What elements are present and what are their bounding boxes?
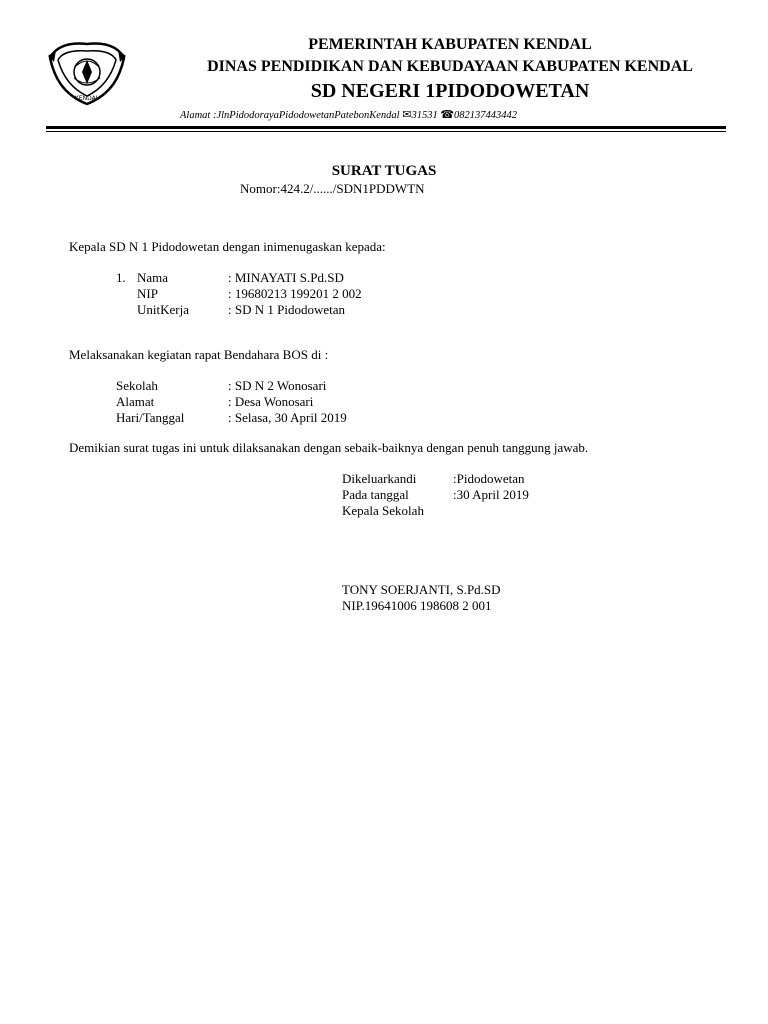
envelope-icon: ✉ [402, 109, 412, 121]
activity-text: Melaksanakan kegiatan rapat Bendahara BOS di : [69, 347, 329, 362]
assignee-name-label: Nama [137, 270, 169, 285]
letterhead-address [180, 108, 517, 121]
venue-school-label: Sekolah [116, 378, 158, 393]
postal-code: 31531 [411, 110, 438, 121]
signatory-nip: NIP.19641006 198608 2 001 [342, 598, 492, 613]
venue-school-value: : SD N 2 Wonosari [228, 378, 327, 393]
assignee-unit-label: UnitKerja [137, 302, 189, 317]
phone-number: 082137443442 [454, 110, 518, 121]
letterhead-government: PEMERINTAH KABUPATEN KENDAL [308, 36, 592, 53]
venue-date-value: : Selasa, 30 April 2019 [228, 410, 347, 425]
document-title: SURAT TUGAS [331, 163, 437, 179]
kendal-emblem-logo [46, 36, 128, 108]
venue-address-value: : Desa Wonosari [228, 394, 314, 409]
signatory-name: TONY SOERJANTI, S.Pd.SD [342, 582, 501, 597]
intro-text: Kepala SD N 1 Pidodowetan dengan inimenugaskan kepada: [69, 239, 386, 254]
letterhead-divider-thick [46, 126, 726, 129]
signatory-position: Kepala Sekolah [342, 503, 424, 518]
letterhead-department: DINAS PENDIDIKAN DAN KEBUDAYAAN KABUPATEN KENDAL [207, 58, 693, 75]
closing-text: Demikian surat tugas ini untuk dilaksanakan dengan sebaik-baiknya dengan penuh tanggung jawab. [69, 440, 589, 455]
logo-text: KENDAL [74, 95, 100, 102]
issued-at-value: :Pidodowetan [453, 471, 525, 486]
issued-date-value: :30 April 2019 [453, 487, 529, 502]
venue-date-label: Hari/Tanggal [116, 410, 185, 425]
telephone-icon: ☎ [440, 109, 455, 121]
assignee-nip-label: NIP [137, 286, 158, 301]
issued-date-label: Pada tanggal [342, 487, 409, 502]
issued-at-label: Dikeluarkandi [342, 471, 417, 486]
address-text: Alamat :JlnPidodorayaPidodowetanPatebonKendal [180, 110, 400, 121]
assignee-name-value: : MINAYATI S.Pd.SD [228, 270, 344, 285]
letterhead-divider-thin [46, 131, 726, 132]
assignee-index: 1. [116, 270, 126, 285]
assignee-unit-value: : SD N 1 Pidodowetan [228, 302, 345, 317]
venue-address-label: Alamat [116, 394, 155, 409]
document-number: Nomor:424.2/....../SDN1PDDWTN [240, 181, 425, 196]
letterhead-school-name: SD NEGERI 1PIDODOWETAN [310, 80, 590, 102]
assignee-nip-value: : 19680213 199201 2 002 [228, 286, 362, 301]
